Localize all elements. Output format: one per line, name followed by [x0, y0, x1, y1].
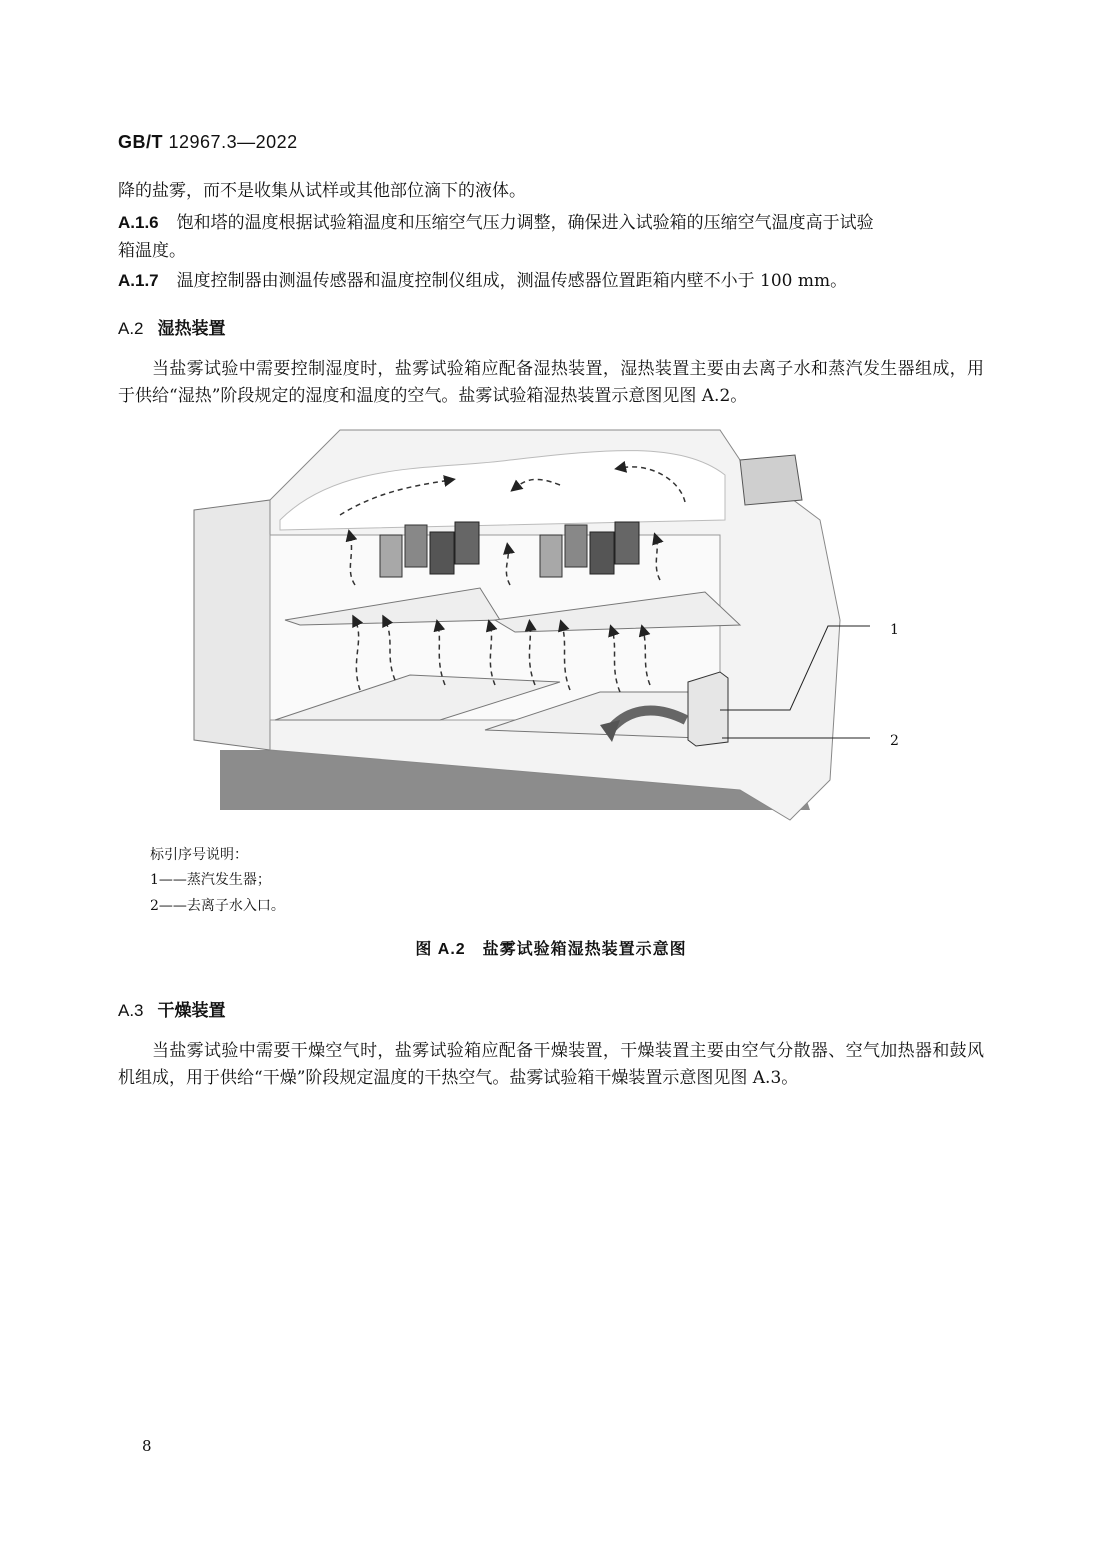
chamber-left-panel	[194, 500, 270, 750]
figure-caption: 图 A.2 盐雾试验箱湿热装置示意图	[415, 941, 687, 958]
paragraph-a2: 当盐雾试验中需要控制湿度时，盐雾试验箱应配备湿热装置，湿热装置主要由去离子水和蒸汽发生器组成，用于供给“湿热”阶段规定的湿度和温度的空气。盐雾试验箱湿热装置示意图见图 A.2。	[118, 359, 984, 406]
key-title: 标引序号说明：	[150, 847, 248, 863]
section-heading-a2	[118, 314, 226, 339]
section-number: A.3	[118, 1001, 144, 1020]
section-title: 干燥装置	[157, 1001, 226, 1020]
key-item: 2——去离子水入口。	[150, 898, 285, 914]
control-panel	[740, 455, 802, 505]
standard-prefix: GB/T	[118, 132, 163, 152]
clause-a16-continuation: 箱温度。	[118, 241, 186, 261]
clause-a16	[118, 210, 874, 236]
figure-a2-diagram	[180, 420, 920, 840]
document-header	[118, 132, 298, 153]
clause-number: A.1.6	[118, 213, 159, 232]
clause-a17	[118, 268, 847, 294]
clause-text: 温度控制器由测温传感器和温度控制仪组成，测温传感器位置距箱内壁不小于 100 mm。	[176, 271, 848, 291]
clause-text: 饱和塔的温度根据试验箱温度和压缩空气压力调整，确保进入试验箱的压缩空气温度高于试验	[176, 213, 874, 233]
section-title: 湿热装置	[157, 319, 226, 338]
paragraph-continuation: 降的盐雾，而不是收集从试样或其他部位滴下的液体。	[118, 181, 526, 201]
paragraph-a3: 当盐雾试验中需要干燥空气时，盐雾试验箱应配备干燥装置，干燥装置主要由空气分散器、空气加热器和鼓风机组成，用于供给“干燥”阶段规定温度的干热空气。盐雾试验箱干燥装置示意图见图 A.3。	[118, 1041, 984, 1088]
key-item: 1——蒸汽发生器；	[150, 872, 271, 888]
clause-number: A.1.7	[118, 271, 159, 290]
section-number: A.2	[118, 319, 144, 338]
salt-spray-chamber-illustration	[180, 420, 920, 840]
callout-1: 1	[890, 622, 899, 638]
section-heading-a3	[118, 996, 226, 1021]
standard-number: 12967.3—2022	[168, 132, 298, 152]
page-number: 8	[142, 1437, 152, 1455]
steam-generator	[688, 672, 728, 746]
callout-2: 2	[890, 733, 899, 749]
